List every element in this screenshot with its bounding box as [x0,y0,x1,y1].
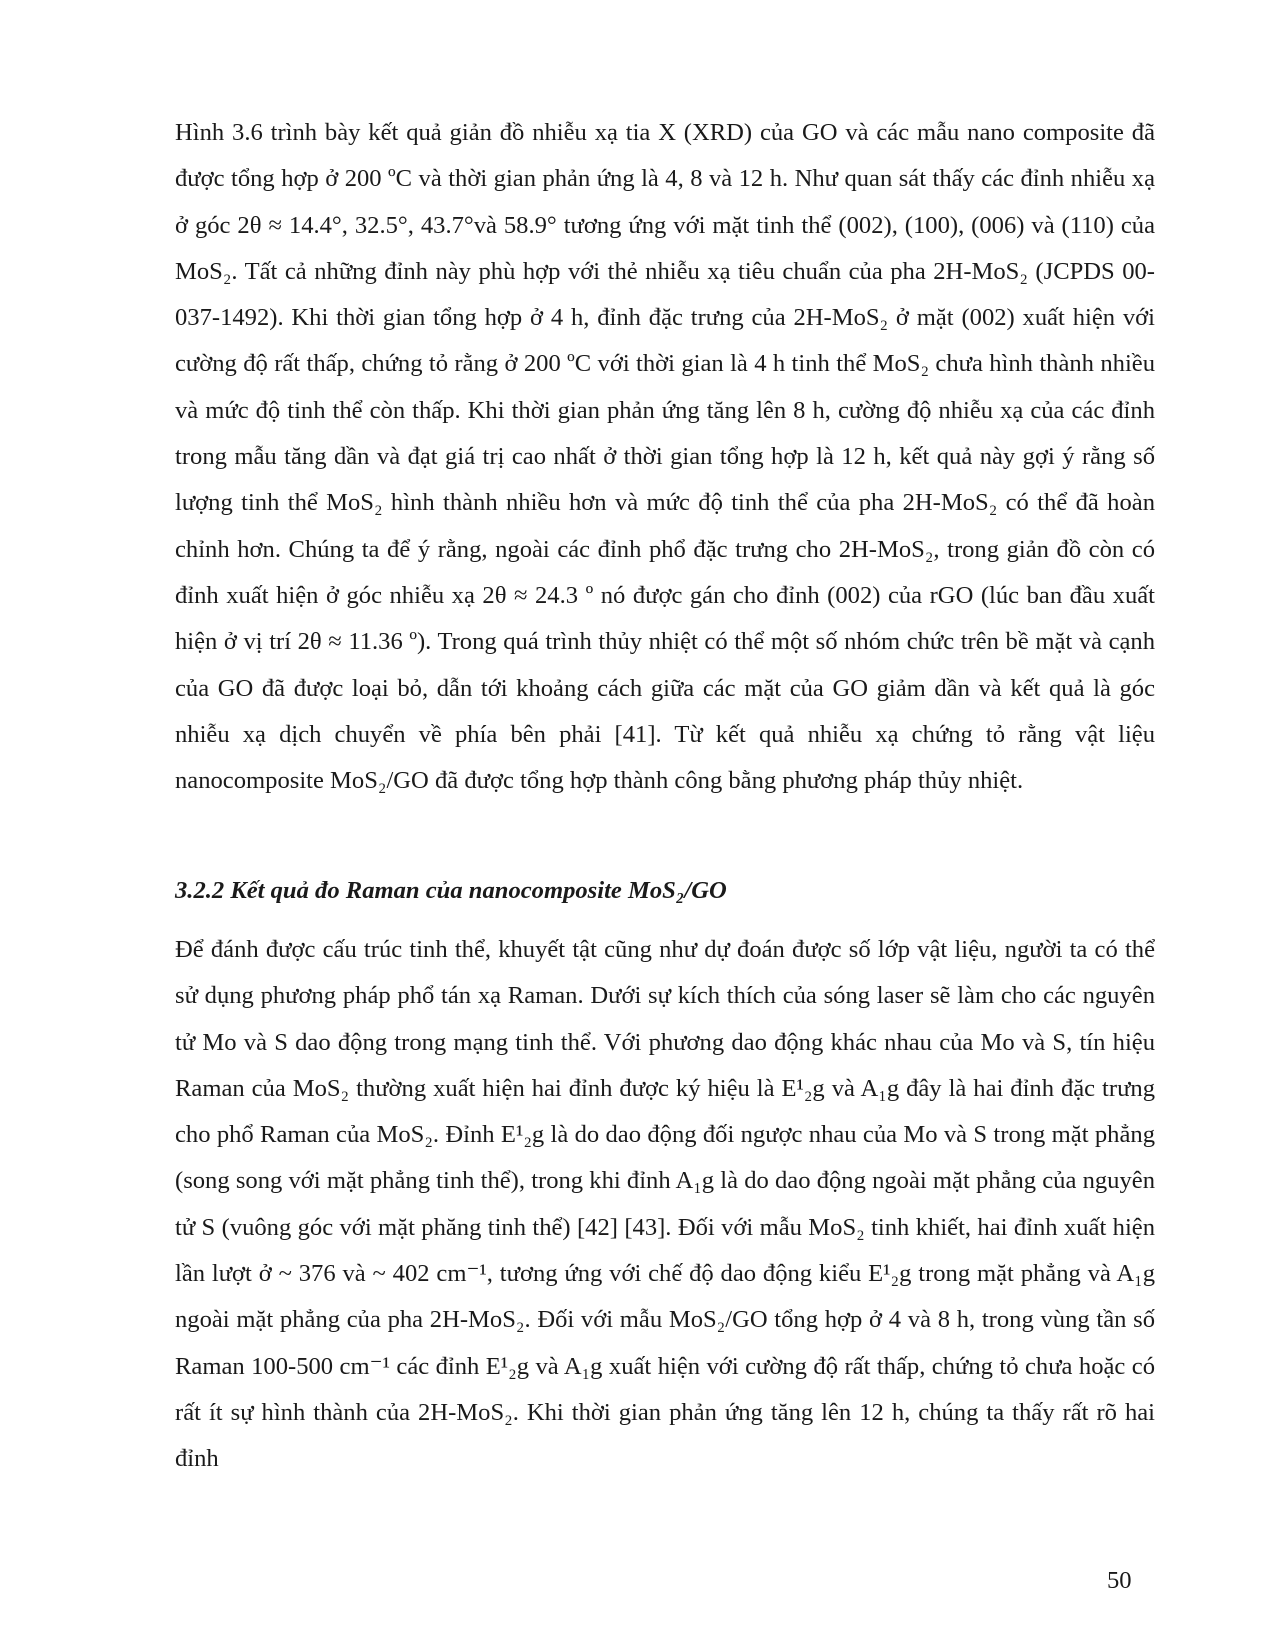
paragraph-raman-intro: Để đánh được cấu trúc tinh thể, khuyết tật cũng như dự đoán được số lớp vật liệu, người ta có thể sử dụng phương pháp phổ tán xạ Raman. Dưới sự kích thích của sóng laser sẽ làm cho các nguyên tử Mo và S dao động trong mạng tinh thể. Với phương dao động khác nhau của Mo và S, tín hiệu Raman của MoS₂ thường xuất hiện hai đỉnh được ký hiệu là E¹₂g và A₁g đây là hai đỉnh đặc trưng cho phổ Raman của MoS₂. Đỉnh E¹₂g là do dao động đối ngược nhau của Mo và S trong mặt phẳng (song song với mặt phẳng tinh thể), trong khi đỉnh A₁g là do dao động ngoài mặt phẳng của nguyên tử S (vuông góc với mặt phăng tinh thể) [42] [43]. Đối với mẫu MoS₂ tinh khiết, hai đỉnh xuất hiện lần lượt ở ~ 376 và ~ 402 cm⁻¹, tương ứng với chế độ dao động kiểu E¹₂g trong mặt phẳng và A₁g ngoài mặt phẳng của pha 2H-MoS₂. Đối với mẫu MoS₂/GO tổng hợp ở 4 và 8 h, trong vùng tần số Raman 100-500 cm⁻¹ các đỉnh E¹₂g và A₁g xuất hiện với cường độ rất thấp, chứng tỏ chưa hoặc có rất ít sự hình thành của 2H-MoS₂. Khi thời gian phản ứng tăng lên 12 h, chúng ta thấy rất rõ hai đỉnh [175,936,1155,1473]
section-heading: 3.2.2 Kết quả đo Raman của nanocomposite MoS₂/GO [175,877,727,904]
page-number: 50 [1107,1567,1132,1594]
paragraph-xrd-results: Hình 3.6 trình bày kết quả giản đồ nhiễu xạ tia X (XRD) của GO và các mẫu nano composite đã được tổng hợp ở 200 ºC và thời gian phản ứng là 4, 8 và 12 h. Như quan sát thấy các đỉnh nhiễu xạ ở góc 2θ ≈ 14.4°, 32.5°, 43.7°và 58.9° tương ứng với mặt tinh thể (002), (100), (006) và (110) của MoS₂. Tất cả những đỉnh này phù hợp với thẻ nhiễu xạ tiêu chuẩn của pha 2H-MoS₂ (JCPDS 00-037-1492). Khi thời gian tổng hợp ở 4 h, đỉnh đặc trưng của 2H-MoS₂ ở mặt (002) xuất hiện với cường độ rất thấp, chứng tỏ rằng ở 200 ºC với thời gian là 4 h tinh thể MoS₂ chưa hình thành nhiều và mức độ tinh thể còn thấp. Khi thời gian phản ứng tăng lên 8 h, cường độ nhiễu xạ của các đỉnh trong mẫu tăng dần và đạt giá trị cao nhất ở thời gian tổng hợp là 12 h, kết quả này gợi ý rằng số lượng tinh thể MoS₂ hình thành nhiều hơn và mức độ tinh thể của pha 2H-MoS₂ có thể đã hoàn chỉnh hơn. Chúng ta để ý rằng, ngoài các đỉnh phổ đặc trưng cho 2H-MoS₂, trong giản đồ còn có đỉnh xuất hiện ở góc nhiễu xạ 2θ ≈ 24.3 º nó được gán cho đỉnh (002) của rGO (lúc ban đầu xuất hiện ở vị trí 2θ ≈ 11.36 º). Trong quá trình thủy nhiệt có thể một số nhóm chức trên bề mặt và cạnh của GO đã được loại bỏ, dẫn tới khoảng cách giữa các mặt của GO giảm dần và kết quả là góc nhiễu xạ dịch chuyển về phía bên phải [41]. Từ kết quả nhiễu xạ chứng tỏ rằng vật liệu nanocomposite MoS₂/GO đã được tổng hợp thành công bằng phương pháp thủy nhiệt. [175,119,1155,795]
